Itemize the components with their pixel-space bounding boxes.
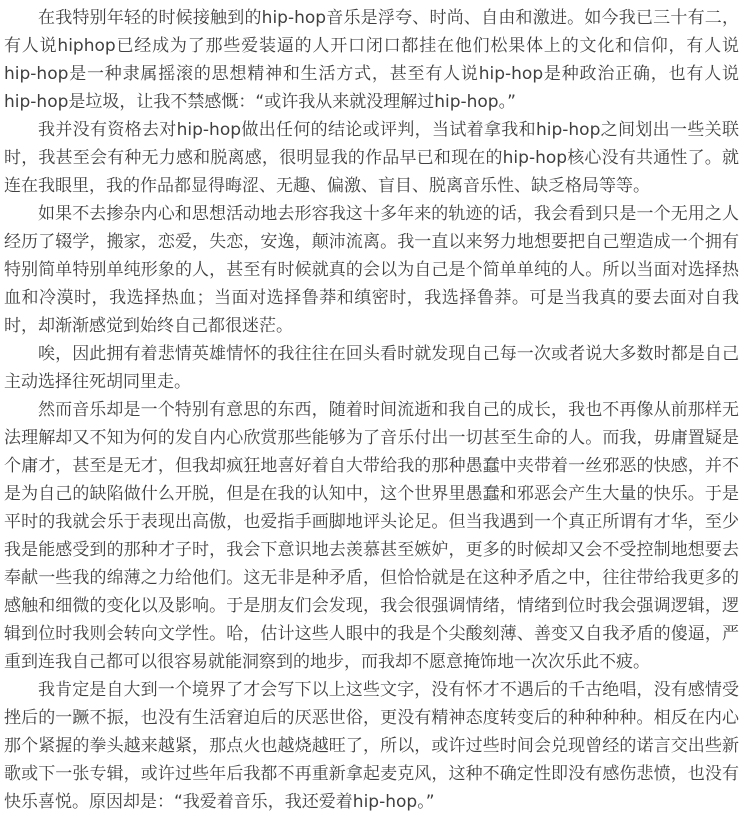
paragraph-intro: 在我特别年轻的时候接触到的hip-hop音乐是浮夸、时尚、自由和激进。如今我已三十有二，有人说hiphop已经成为了那些爱装逼的人开口闭口都挂在他们松果体上的文化和信仰，有人说hip-hop是一种隶属摇滚的思想精神和生活方式，甚至有人说hip-hop是种政治正确，也有人说hip-hop是垃圾，让我不禁感慨：“或许我从来就没理解过hip-hop。” <box>4 8 739 112</box>
paragraph-music-contradiction: 然而音乐却是一个特别有意思的东西，随着时间流逝和我自己的成长，我也不再像从前那样无法理解却又不知为何的发自内心欣赏那些能够为了音乐付出一切甚至生命的人。而我，毋庸置疑是个庸才，甚至是无才，但我却疯狂地喜好着自大带给我的那种愚蠢中夹带着一丝邪恶的快感，并不是为自己的缺陷做什么开脱，但是在我的认知中，这个世界里愚蠢和邪恶会产生大量的快乐。于是平时的我就会乐于表现出高傲，也爱指手画脚地评头论足。但当我遇到一个真正所谓有才华，至少我是能感受到的那种才子时，我会下意识地去羡慕甚至嫉妒，更多的时候却又会不受控制地想要去奉献一些我的绵薄之力给他们。这无非是种矛盾，但恰恰就是在这种矛盾之中，往往带给我更多的感触和细微的变化以及影响。于是朋友们会发现，我会很强调情绪，情绪到位时我会强调逻辑，逻辑到位时我则会转向文学性。哈，估计这些人眼中的我是个尖酸刻薄、善变又自我矛盾的傻逼，严重到连我自己都可以很容易就能洞察到的地步，而我却不愿意掩饰地一次次乐此不疲。 <box>4 400 739 672</box>
paragraph-no-qualification: 我并没有资格去对hip-hop做出任何的结论或评判，当试着拿我和hip-hop之间划出一些关联时，我甚至会有种无力感和脱离感，很明显我的作品早已和现在的hip-hop核心没有共通性了。就连在我眼里，我的作品都显得晦涩、无趣、偏激、盲目、脱离音乐性、缺乏格局等等。 <box>4 120 739 196</box>
paragraph-dead-end: 唉，因此拥有着悲情英雄情怀的我往往在回头看时就发现自己每一次或者说大多数时都是自己主动选择往死胡同里走。 <box>4 344 739 392</box>
paragraph-conclusion: 我肯定是自大到一个境界了才会写下以上这些文字，没有怀才不遇后的千古绝唱，没有感情受挫后的一蹶不振，也没有生活窘迫后的厌恶世俗，更没有精神态度转变后的种种种种。相反在内心那个紧握的拳头越来越紧，那点火也越烧越旺了，所以，或许过些时间会兑现曾经的诺言交出些新歌或下一张专辑，或许过些年后我都不再重新拿起麦克风，这种不确定性即没有感伤悲愤，也没有快乐喜悦。原因却是：“我爱着音乐，我还爱着hip-hop。” <box>4 680 739 812</box>
paragraph-life-track: 如果不去掺杂内心和思想活动地去形容我这十多年来的轨迹的话，我会看到只是一个无用之人经历了辍学，搬家，恋爱，失恋，安逸，颠沛流离。我一直以来努力地想要把自己塑造成一个拥有特别简单特别单纯形象的人，甚至有时候就真的会以为自己是个简单单纯的人。所以当面对选择热血和冷漠时，我选择热血；当面对选择鲁莽和缜密时，我选择鲁莽。可是当我真的要去面对自我时，却渐渐感觉到始终自己都很迷茫。 <box>4 204 739 336</box>
